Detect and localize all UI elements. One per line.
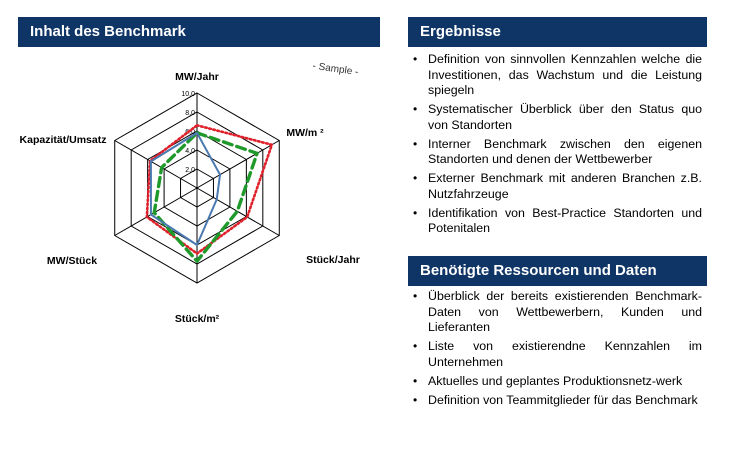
list-item: • Definition von Teammitglieder für das Benchmark xyxy=(413,392,698,407)
bullet-icon: • xyxy=(413,339,418,353)
radar-series-line xyxy=(154,133,257,261)
list-item: • Liste von existierendne Kennzahlen im Unternehmen xyxy=(413,339,702,369)
bullet-icon: • xyxy=(413,171,418,185)
radar-axis-label: MW/Stück xyxy=(46,255,98,267)
radar-spoke xyxy=(197,188,279,236)
list-item: • Externer Benchmark mit anderen Branchen z.B. Nutzfahrzeuge xyxy=(413,171,702,201)
bullet-icon: • xyxy=(413,205,418,220)
radar-axis-label: Stück/Jahr xyxy=(306,254,360,266)
radar-chart xyxy=(0,50,380,340)
resources-list xyxy=(410,289,702,412)
bullet-icon: • xyxy=(413,289,418,303)
bullet-icon: • xyxy=(413,136,418,151)
list-item: • Überblick der bereits existierenden Benchmark-Daten von Wettbewerbern, Kunden und Lieferanten xyxy=(413,289,702,334)
bullet-icon: • xyxy=(413,392,418,407)
bullet-icon: • xyxy=(413,373,418,388)
bullet-icon: • xyxy=(413,52,418,66)
resources-header xyxy=(408,256,707,286)
resources-title: Benötigte Ressourcen und Daten xyxy=(420,262,657,279)
bullet-icon: • xyxy=(413,102,418,116)
radar-axis-label: MW/Jahr xyxy=(175,71,219,83)
list-item: • Aktuelles und geplantes Produktionsnetz-werk xyxy=(413,373,683,388)
benchmark-content-header xyxy=(18,17,380,47)
radar-tick-label: 4,0 xyxy=(185,148,195,155)
radar-tick-label: 8,0 xyxy=(185,110,195,117)
radar-axis-label: Kapazität/Umsatz xyxy=(19,134,107,146)
radar-axis-label: MW/m ² xyxy=(286,127,324,139)
list-item: • Identifikation von Best-Practice Standorten und Potenitalen xyxy=(413,205,702,235)
radar-tick-label: 6,0 xyxy=(185,129,195,136)
list-item: • Interner Benchmark zwischen den eigenen Standorten und denen der Wettbewerber xyxy=(413,136,702,166)
sample-watermark: - Sample - xyxy=(311,60,360,79)
results-header xyxy=(408,17,707,47)
results-list xyxy=(410,52,702,240)
radar-tick-label: 2,0 xyxy=(185,167,195,174)
radar-tick-label: 10,0 xyxy=(181,91,195,98)
benchmark-content-title: Inhalt des Benchmark xyxy=(30,23,186,40)
radar-axis-label: Stück/m² xyxy=(174,313,220,325)
list-item: • Systematischer Überblick über den Status quo von Standorten xyxy=(413,102,702,132)
results-title: Ergebnisse xyxy=(420,23,501,40)
list-item: • Definition von sinnvollen Kennzahlen welche die Investitionen, das Wachstum und die Leistung spiegeln xyxy=(413,52,702,97)
